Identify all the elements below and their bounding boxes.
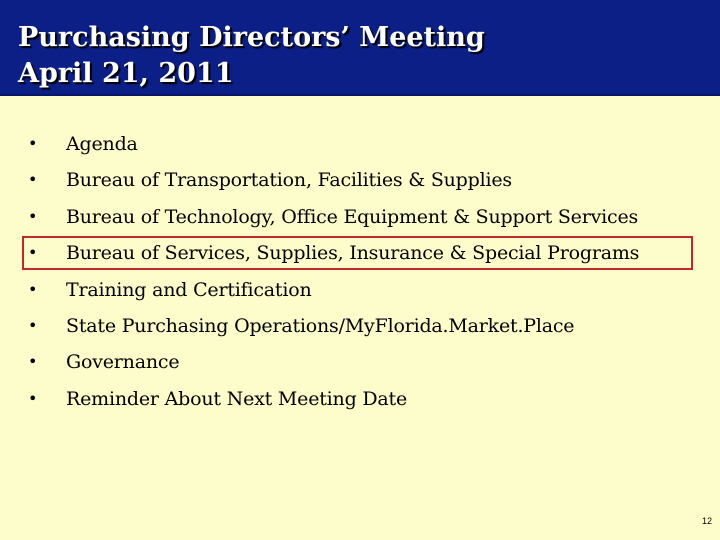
agenda-item-text: Bureau of Services, Supplies, Insurance & Special Programs [66,242,640,265]
agenda-item-text: Training and Certification [66,278,312,301]
agenda-item [0,344,720,380]
agenda-item-text: Governance [66,351,180,374]
agenda-item [0,381,720,417]
bullet-icon: • [28,388,38,408]
slide-title-line-1: Purchasing Directors’ Meeting [18,22,485,53]
bullet-icon: • [28,134,38,153]
agenda-item [0,272,720,308]
agenda-item [0,199,720,235]
agenda-item-text: Reminder About Next Meeting Date [66,387,408,410]
bullet-icon: • [28,170,38,190]
bullet-icon: • [28,206,38,226]
slide-title-line-2: April 21, 2011 [18,58,234,89]
bullet-icon: • [28,352,38,372]
bullet-icon: • [28,315,38,335]
slide-title [18,20,485,92]
agenda-item-text: Agenda [66,133,138,155]
agenda-list [0,126,720,417]
agenda-item-text: Bureau of Transportation, Facilities & Supplies [66,169,512,192]
agenda-item-text: Bureau of Technology, Office Equipment & Support Services [66,205,639,228]
page-number: 12 [701,516,712,526]
agenda-item [0,162,720,198]
bullet-icon: • [28,243,38,263]
bullet-icon: • [28,279,38,299]
title-bar [0,0,720,96]
agenda-item [0,308,720,344]
agenda-item [0,126,720,162]
highlight-box [22,236,693,270]
agenda-item-text: State Purchasing Operations/MyFlorida.Market.Place [66,314,575,337]
